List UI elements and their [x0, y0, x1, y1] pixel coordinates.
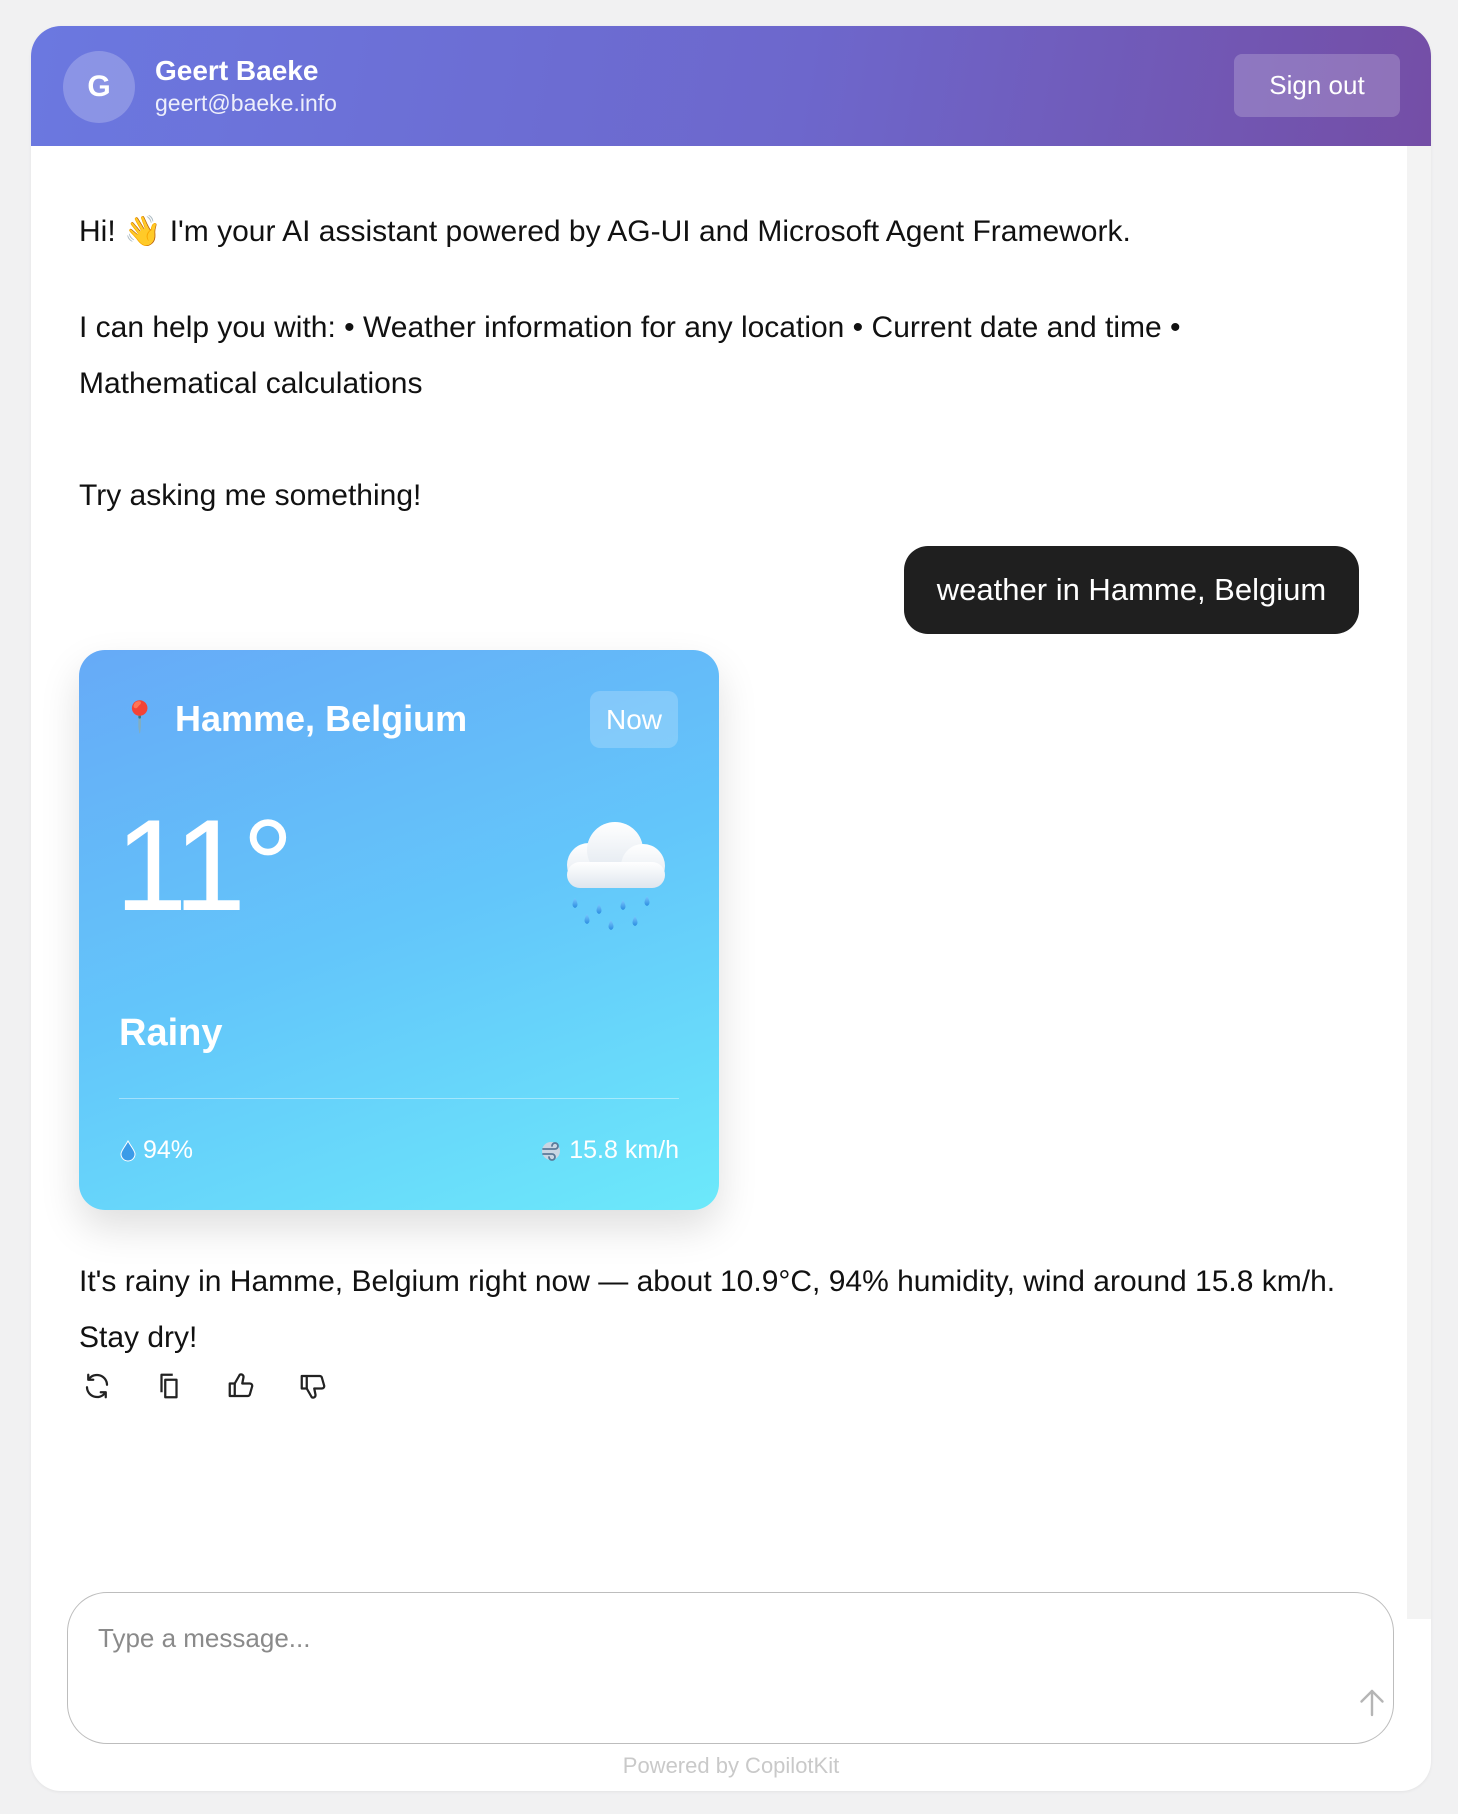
assistant-reply: It's rainy in Hamme, Belgium right now — about 10.9°C, 94% humidity, wind around 15.8 km/h. Stay dry! [79, 1265, 1336, 1354]
message-input[interactable] [98, 1623, 1278, 1683]
thumbs-up-icon [226, 1371, 256, 1401]
weather-location: Hamme, Belgium [175, 698, 468, 739]
regenerate-icon [82, 1371, 112, 1401]
rain-cloud-icon [549, 810, 679, 940]
weather-condition: Rainy [119, 1012, 223, 1054]
weather-temperature: 11° [115, 792, 290, 938]
wind [539, 1136, 679, 1165]
wind-icon [539, 1140, 563, 1162]
powered-by: Powered by CopilotKit [622, 1753, 840, 1778]
location-pin-icon: 📍 [121, 701, 159, 734]
assistant-intro-greeting: Hi! 👋 I'm your AI assistant powered by AG-UI and Microsoft Agent Framework. [79, 215, 1131, 248]
assistant-intro-capabilities: I can help you with: • Weather information for any location • Current date and time • Mathematical calculations [79, 311, 1181, 400]
user-name: Geert Baeke [155, 55, 319, 86]
header-bar [31, 26, 1431, 146]
app-window [31, 26, 1431, 1791]
weather-divider [119, 1098, 679, 1099]
copy-button[interactable] [151, 1368, 187, 1404]
thumbs-down-icon [298, 1371, 328, 1401]
copy-icon [154, 1371, 184, 1401]
message-actions [79, 1368, 331, 1404]
chat-scrollbar[interactable] [1407, 146, 1431, 1619]
wind-value: 15.8 km/h [569, 1136, 679, 1164]
user-email: geert@baeke.info [155, 90, 337, 116]
weather-card [79, 650, 719, 1210]
droplet-icon [119, 1140, 137, 1162]
arrow-up-icon [1354, 1685, 1390, 1721]
assistant-intro-prompt: Try asking me something! [79, 479, 422, 512]
humidity [119, 1136, 193, 1165]
send-button[interactable] [1352, 1683, 1392, 1723]
regenerate-button[interactable] [79, 1368, 115, 1404]
avatar: G [63, 51, 135, 123]
now-badge: Now [590, 691, 678, 748]
humidity-value: 94% [143, 1136, 194, 1164]
message-composer [67, 1592, 1394, 1744]
user-message-bubble: weather in Hamme, Belgium [904, 546, 1359, 634]
thumbs-up-button[interactable] [223, 1368, 259, 1404]
sign-out-button[interactable]: Sign out [1234, 54, 1400, 117]
thumbs-down-button[interactable] [295, 1368, 331, 1404]
